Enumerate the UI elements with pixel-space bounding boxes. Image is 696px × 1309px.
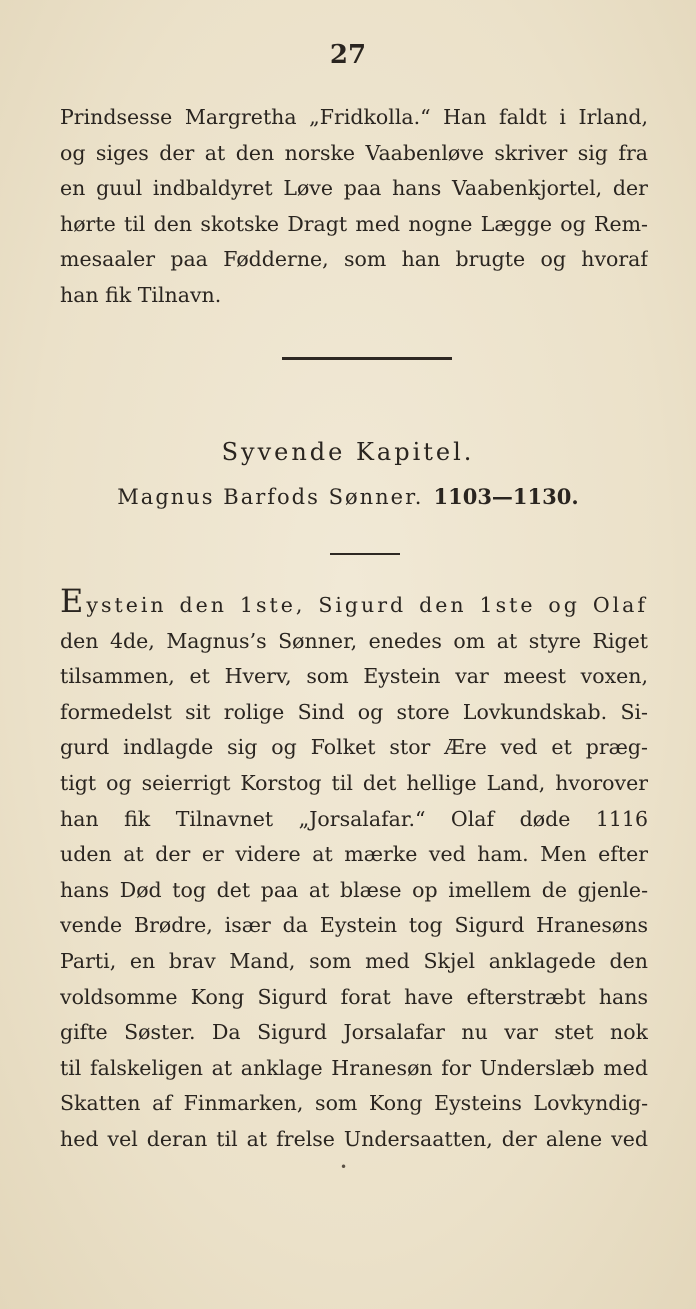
text-line: Skatten af Finmarken, som Kong Eysteins Lovkyndig- xyxy=(60,1091,648,1116)
text-line: hans Død tog det paa at blæse op imellem de gjenle- xyxy=(60,877,648,902)
chapter-heading: Syvende Kapitel. xyxy=(221,438,475,466)
text-line: uden at der er videre at mærke ved ham. Men efter xyxy=(60,842,648,867)
text-line: formedelst sit rolige Sind og store Lovkundskab. Si- xyxy=(60,699,648,724)
section-divider xyxy=(282,357,452,360)
text-line: gifte Søster. Da Sigurd Jorsalafar nu var stet nok xyxy=(60,1020,648,1045)
text-line-first-rest: ystein den 1ste, Sigurd den 1ste og Olaf xyxy=(86,593,648,617)
chapter-years: 1103—1130. xyxy=(433,484,579,509)
text-line: og siges der at den norske Vaabenløve skriver sig fra xyxy=(60,140,648,165)
chapter-subtitle-text: Magnus Barfods Sønner. xyxy=(117,485,424,509)
drop-cap: E xyxy=(60,588,87,620)
text-line: tigt og seierrigt Korstog til det hellige Land, hvorover xyxy=(60,770,648,795)
text-line: den 4de, Magnus’s Sønner, enedes om at styre Riget xyxy=(60,628,648,653)
main-paragraph xyxy=(60,588,648,1158)
chapter-divider xyxy=(330,553,400,555)
text-line: tilsammen, et Hverv, som Eystein var meest voxen, xyxy=(60,664,648,689)
page-number: 27 xyxy=(329,40,367,70)
chapter-subtitle xyxy=(0,484,696,509)
text-line: gurd indlagde sig og Folket stor Ære ved et præg- xyxy=(60,735,648,760)
top-paragraph xyxy=(60,100,648,314)
text-line: hørte til den skotske Dragt med nogne Lægge og Rem- xyxy=(60,211,648,236)
text-line: voldsomme Kong Sigurd forat have efterstræbt hans xyxy=(60,984,648,1009)
text-line: mesaaler paa Fødderne, som han brugte og hvoraf xyxy=(60,247,648,272)
text-line: til falskeligen at anklage Hranesøn for Underslæb med xyxy=(60,1055,648,1080)
ink-speck: • xyxy=(340,1160,348,1174)
text-line: Prindsesse Margretha „Fridkolla.“ Han faldt i Irland, xyxy=(60,105,648,129)
text-line: en guul indbaldyret Løve paa hans Vaabenkjortel, der xyxy=(60,176,648,201)
text-line-first xyxy=(60,588,648,624)
text-line: han fik Tilnavn. xyxy=(60,282,222,307)
text-line: han fik Tilnavnet „Jorsalafar.“ Olaf døde 1116 xyxy=(60,806,648,831)
text-line: vende Brødre, især da Eystein tog Sigurd Hranesøns xyxy=(60,913,648,938)
text-line: hed vel deran til at frelse Undersaatten, der alene ved xyxy=(60,1126,648,1151)
text-line: Parti, en brav Mand, som med Skjel anklagede den xyxy=(60,948,648,973)
